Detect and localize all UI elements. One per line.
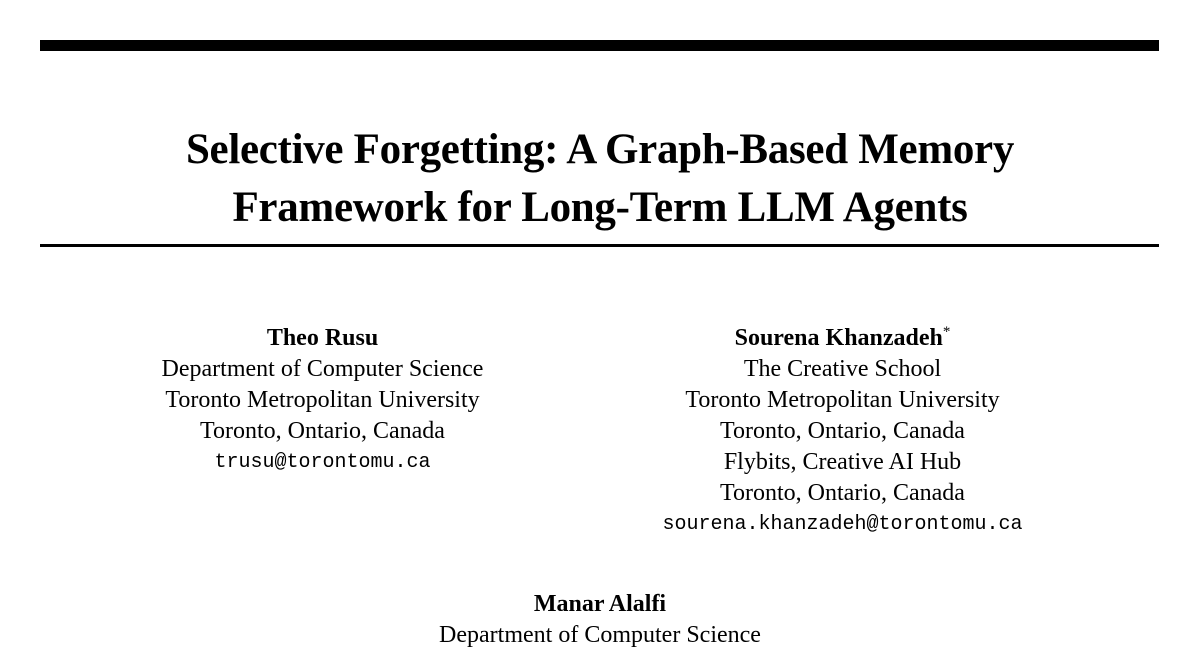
- author-name-line: [590, 323, 1095, 354]
- author-location: Toronto, Ontario, Canada: [200, 418, 445, 444]
- paper-title: [0, 121, 1200, 237]
- author-department: Department of Computer Science: [161, 356, 484, 382]
- author-footnote-mark: *: [942, 324, 951, 340]
- author-email: trusu@torontomu.ca: [214, 451, 431, 474]
- paper-title-line-1: Selective Forgetting: A Graph-Based Memory: [185, 125, 1015, 173]
- paper-title-line-2: Framework for Long-Term LLM Agents: [232, 183, 968, 231]
- author-department: Department of Computer Science: [439, 622, 761, 648]
- author-university: Toronto Metropolitan University: [165, 387, 480, 413]
- author-name: Sourena Khanzadeh: [734, 325, 943, 351]
- author-university: Toronto Metropolitan University: [685, 387, 1000, 413]
- author-name: Manar Alalfi: [533, 591, 667, 617]
- author-affiliation-company: Flybits, Creative AI Hub: [723, 449, 962, 475]
- author-location-secondary: Toronto, Ontario, Canada: [720, 480, 965, 506]
- title-top-rule: [40, 40, 1159, 51]
- author-name: Theo Rusu: [266, 325, 379, 351]
- author-block-sourena-khanzadeh: [590, 323, 1095, 540]
- author-block-manar-alalfi: [300, 589, 900, 651]
- title-bottom-rule: [40, 244, 1159, 247]
- author-email: sourena.khanzadeh@torontomu.ca: [662, 513, 1023, 536]
- author-location: Toronto, Ontario, Canada: [720, 418, 965, 444]
- author-school: The Creative School: [743, 356, 942, 382]
- author-block-theo-rusu: [120, 323, 525, 478]
